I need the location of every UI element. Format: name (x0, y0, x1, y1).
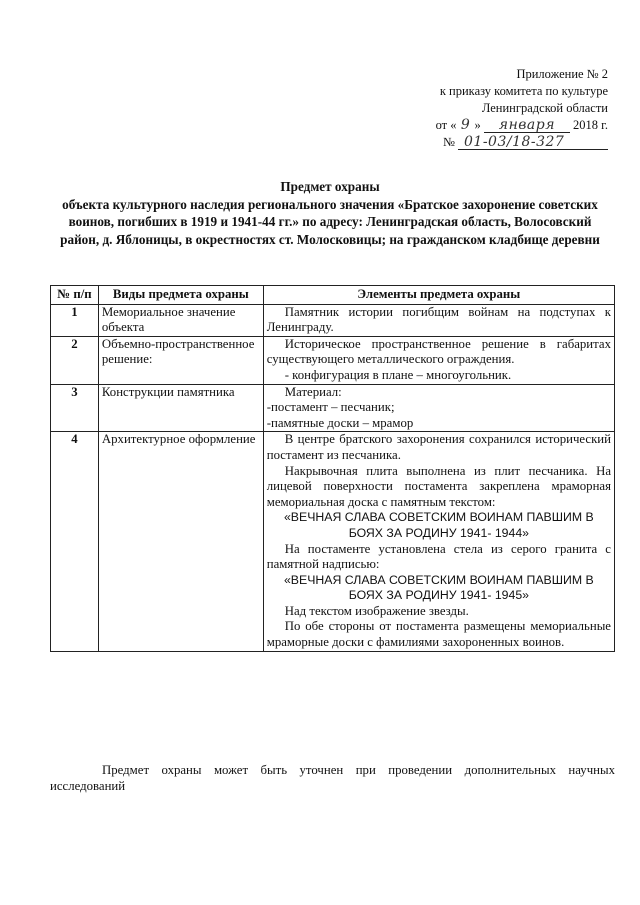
element-text: Памятник истории погибщим войнам на подступах к Ленинграду. (266, 304, 611, 335)
number-label: № (442, 135, 455, 149)
header-kind: Виды предмета охраны (98, 286, 263, 305)
date-prefix: от « (435, 118, 457, 132)
row-number: 3 (51, 384, 99, 432)
element-text: В центре братского захоронения сохранился исторический постамент из песчаника. (266, 432, 611, 462)
footnote-text: Предмет охраны может быть уточнен при проведении дополнительных научных исследований (50, 763, 615, 793)
appendix-title: Приложение № 2 (516, 67, 608, 81)
row-number: 1 (51, 304, 99, 336)
appendix-block (378, 66, 608, 151)
element-text: -постамент – песчаник; (266, 400, 395, 415)
table-row (51, 336, 615, 384)
date-year: 2018 г. (573, 118, 608, 132)
element-text: -памятные доски – мрамор (266, 415, 414, 430)
inscription-text: «ВЕЧНАЯ СЛАВА СОВЕТСКИМ ВОИНАМ ПАВШИМ В БОЯХ ЗА РОДИНУ 1941- 1945» (283, 572, 594, 603)
table-row (51, 432, 615, 651)
row-kind: Мемориальное значение объекта (98, 304, 263, 336)
row-kind: Объемно-пространственное решение: (98, 336, 263, 384)
appendix-date-line (378, 117, 608, 134)
order-number: 01-03/18-327 (458, 135, 608, 150)
appendix-order-line: к приказу комитета по культуре (439, 84, 608, 98)
header-elements: Элементы предмета охраны (263, 286, 614, 305)
row-elements (263, 304, 614, 336)
row-number: 4 (51, 432, 99, 651)
row-elements (263, 336, 614, 384)
inscription-text: «ВЕЧНАЯ СЛАВА СОВЕТСКИМ ВОИНАМ ПАВШИМ В БОЯХ ЗА РОДИНУ 1941- 1944» (283, 510, 594, 540)
table-row (51, 384, 615, 432)
table-header-row (51, 286, 615, 305)
element-text: Историческое пространственное решение в габаритах существующего металлического ограждения. (266, 336, 611, 367)
row-number: 2 (51, 336, 99, 384)
date-month: января (484, 118, 570, 133)
date-mid: » (474, 118, 481, 132)
title-subtitle: объекта культурного наследия регионального значения «Братское захоронение советских воинов, погибших в 1919 и 1941-44 гг.» по адресу: Ленинградская область, Волосовский район, д. Яблоницы, в окрестностях ст. Молосковицы; на гражданском кладбище деревни (60, 196, 600, 247)
element-text: - конфигурация в плане – многоугольник. (284, 367, 512, 382)
row-kind: Конструкции памятника (98, 384, 263, 432)
row-kind: Архитектурное оформление (98, 432, 263, 651)
appendix-region-line: Ленинградской области (481, 101, 608, 115)
table-row (51, 304, 615, 336)
header-number: № п/п (51, 286, 99, 305)
document-title (50, 178, 610, 248)
appendix-number-line (378, 134, 608, 151)
element-text: Материал: (284, 384, 342, 399)
title-heading: Предмет охраны (280, 179, 380, 194)
row-elements (263, 384, 614, 432)
element-text: Накрывочная плита выполнена из плит песчаника. На лицевой поверхности постамента закреплена мраморная мемориальная доска с памятным текстом: (266, 463, 611, 509)
element-text: По обе стороны от постамента размещены мемориальные мраморные доски с фамилиями захороненных воинов. (266, 619, 611, 650)
element-text: Над текстом изображение звезды. (284, 603, 469, 618)
date-day: 9 (460, 117, 471, 133)
row-elements (263, 432, 614, 651)
protection-table (50, 285, 615, 652)
element-text: На постаменте установлена стела из серого гранита с памятной надписью: (266, 541, 611, 572)
